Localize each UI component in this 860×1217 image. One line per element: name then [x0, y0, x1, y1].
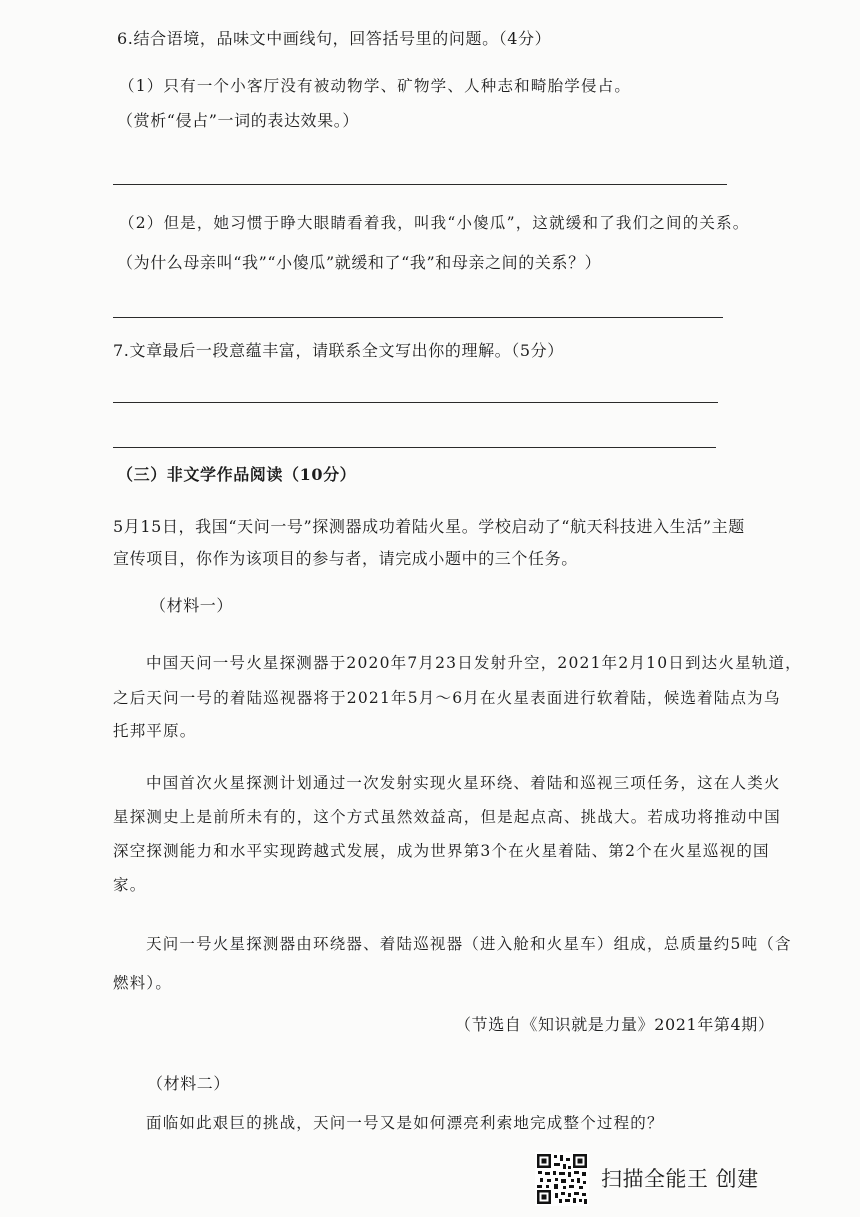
answer-line	[113, 184, 727, 185]
q7-stem: 7.文章最后一段意蕴丰富，请联系全文写出你的理解。（5分）	[113, 341, 564, 360]
section-heading: （三）非文学作品阅读（10分）	[117, 465, 357, 484]
material-1-p3-line1: 天问一号火星探测器由环绕器、着陆巡视器（进入舱和火星车）组成，总质量约5吨（含	[146, 935, 792, 953]
material-1-source: （节选自《知识就是力量》2021年第4期）	[455, 1015, 775, 1034]
material-1-p2-line4: 家。	[113, 876, 147, 894]
material-1-p1-line3: 托邦平原。	[113, 722, 197, 740]
q6-prompt-1: （赏析“侵占”一词的表达效果。）	[117, 111, 359, 130]
q6-stem: 6.结合语境，品味文中画线句，回答括号里的问题。（4分）	[117, 29, 552, 48]
material-2-p1: 面临如此艰巨的挑战，天问一号又是如何漂亮利索地完成整个过程的？	[146, 1114, 664, 1132]
material-1-p2-line3: 深空探测能力和水平实现跨越式发展，成为世界第3个在火星着陆、第2个在火星巡视的国	[113, 842, 770, 860]
material-1-p2-line1: 中国首次火星探测计划通过一次发射实现火星环绕、着陆和巡视三项任务，这在人类火	[146, 774, 781, 792]
intro-line-1: 5月15日，我国“天问一号”探测器成功着陆火星。学校启动了“航天科技进入生活”主题	[113, 517, 745, 536]
material-1-p1-line1: 中国天问一号火星探测器于2020年7月23日发射升空，2021年2月10日到达火星轨道，	[146, 654, 802, 672]
material-1-p1-line2: 之后天问一号的着陆巡视器将于2021年5月～6月在火星表面进行软着陆，候选着陆点为乌	[113, 689, 781, 707]
answer-line	[113, 447, 716, 448]
q6-prompt-2: （为什么母亲叫“我”“小傻瓜”就缓和了“我”和母亲之间的关系？）	[117, 253, 602, 272]
material-1-label: （材料一）	[150, 596, 234, 615]
answer-line	[113, 402, 718, 403]
answer-line	[113, 317, 723, 318]
q6-sentence-2: （2）但是，她习惯于睁大眼睛看着我，叫我“小傻瓜”，这就缓和了我们之间的关系。	[119, 214, 750, 232]
material-2-label: （材料二）	[147, 1074, 231, 1093]
material-1-p2-line2: 星探测史上是前所未有的，这个方式虽然效益高，但是起点高、挑战大。若成功将推动中国	[113, 808, 782, 826]
qr-code-icon	[535, 1152, 589, 1206]
material-1-p3-line2: 燃料）。	[113, 974, 173, 992]
scanner-watermark-text: 扫描全能王 创建	[601, 1167, 759, 1191]
q6-sentence-1: （1）只有一个小客厅没有被动物学、矿物学、人种志和畸胎学侵占。	[119, 77, 632, 95]
intro-line-2: 宣传项目，你作为该项目的参与者，请完成小题中的三个任务。	[113, 549, 578, 568]
